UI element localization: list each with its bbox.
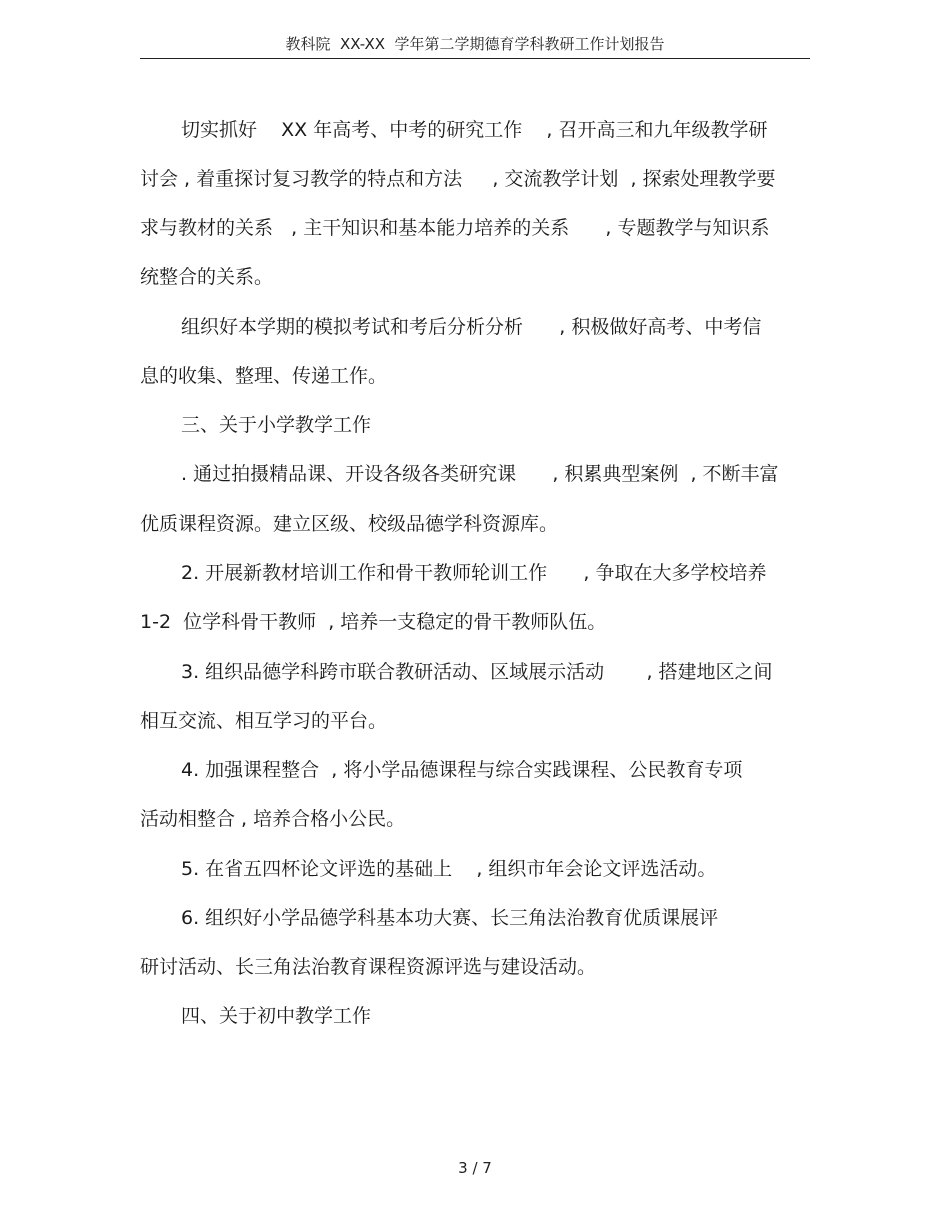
- paragraph-line: 息的收集、整理、传递工作。: [140, 365, 388, 387]
- list-item-line: 6. 组织好小学品德学科基本功大赛、长三角法治教育优质课展评: [181, 907, 719, 929]
- list-item-line: 5. 在省五四杯论文评选的基础上 , 组织市年会论文评选活动。: [181, 858, 717, 880]
- list-item-line: 活动相整合 , 培养合格小公民。: [140, 808, 406, 830]
- list-item-line: 2. 开展新教材培训工作和骨干教师轮训工作 , 争取在大多学校培养: [181, 562, 767, 584]
- page-header: 教科院 XX-XX 学年第二学期德育学科教研工作计划报告: [140, 30, 810, 59]
- section-heading: 四、关于初中教学工作: [181, 1005, 372, 1027]
- list-item-line: 1-2 位学科骨干教师 , 培养一支稳定的骨干教师队伍。: [140, 611, 607, 633]
- paragraph-line: 组织好本学期的模拟考试和考后分析分析 , 积极做好高考、中考信: [181, 316, 762, 338]
- list-item-line: . 通过拍摄精品课、开设各级各类研究课 , 积累典型案例 , 不断丰富: [181, 463, 779, 485]
- page-number: 3 / 7: [458, 1159, 492, 1177]
- paragraph-line: 讨会 , 着重探讨复习教学的特点和方法 , 交流教学计划 , 探索处理教学要: [140, 168, 776, 190]
- list-item-line: 优质课程资源。建立区级、校级品德学科资源库。: [140, 513, 559, 535]
- list-item-line: 3. 组织品德学科跨市联合教研活动、区域展示活动 , 搭建地区之间: [181, 661, 773, 683]
- list-item-line: 4. 加强课程整合 , 将小学品德课程与综合实践课程、公民教育专项: [181, 759, 743, 781]
- paragraph-line: 求与教材的关系 , 主干知识和基本能力培养的关系 , 专题教学与知识系: [140, 217, 770, 239]
- section-heading: 三、关于小学教学工作: [181, 414, 372, 436]
- paragraph-line: 切实抓好 XX 年高考、中考的研究工作 , 召开高三和九年级教学研: [181, 119, 768, 141]
- paragraph-line: 统整合的关系。: [140, 266, 274, 288]
- list-item-line: 研讨活动、长三角法治教育课程资源评选与建设活动。: [140, 956, 597, 978]
- list-item-line: 相互交流、相互学习的平台。: [140, 710, 388, 732]
